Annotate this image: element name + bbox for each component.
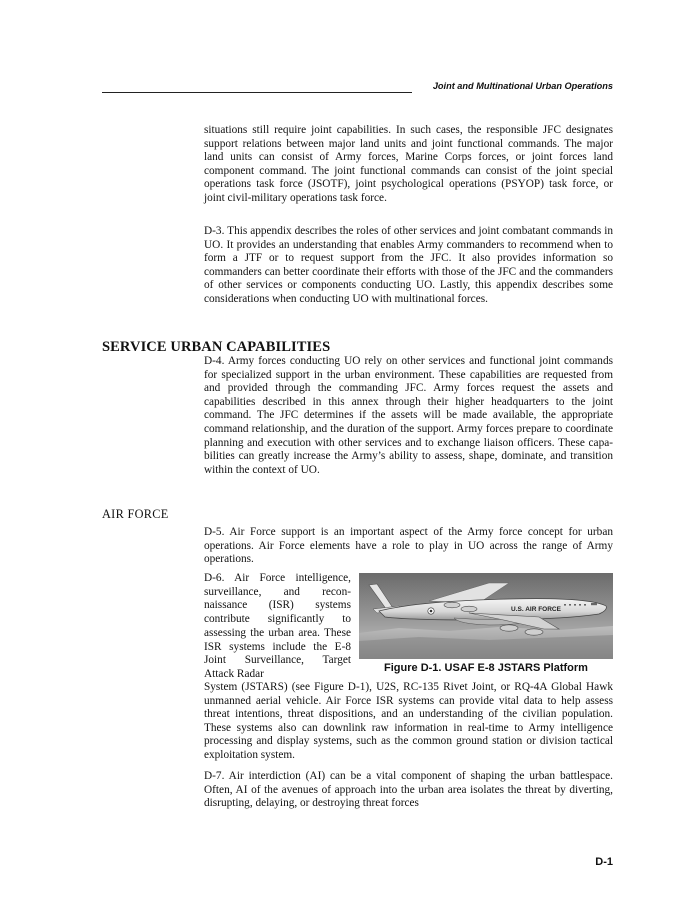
- paragraph-d4: D-4. Army forces conducting UO rely on other services and functional joint commands for specialized support in the urban environment. These capabilities are requested from and provided through the commanding JFC. Army forces request the assets and capabilities described in this annex through their higher headquarters to the joint command. The JFC determines if the assets will be made available, the appropriate command relationship, and the duration of the support. Army forces prepare to coordinate planning and execution with other services and to exchange liaison officers. These capabilities can greatly increase the Army’s ability to assess, shape, dominate, and transition within the context of UO.: [204, 355, 613, 476]
- running-header-title: Joint and Multinational Urban Operations: [432, 81, 613, 91]
- figure-jstars-photo: [359, 573, 613, 659]
- paragraph-d6-wrapped: D-6. Air Force intelligence, surveillance, and reconnaissance (ISR) systems contribute significantly to assessing the urban area. These ISR systems include the E-8 Joint Surveillance, Target Attack Radar: [204, 572, 351, 680]
- header-rule: [102, 92, 412, 93]
- paragraph-intro: situations still require joint capabilities. In such cases, the responsible JFC designates support relations between major land units and joint functional commands. The major land units can consist of Army forces, Marine Corps forces, or joint forces land component command. The joint functional commands can consist of the joint special operations task force (JSOTF), joint psychological operations (PSYOP) task force, or joint civil-military operations task force.: [204, 124, 613, 204]
- paragraph-d6-continued: System (JSTARS) (see Figure D-1), U2S, RC-135 Rivet Joint, or RQ-4A Global Hawk unmanned aerial vehicle. Air Force ISR systems can provide vital data to help assess threat intentions, threat dispositions, and an understanding of the civilian population. These systems also can downlink raw information in real-time to Army intelligence processing and display systems, such as the common ground station or division tactical exploitation system.: [204, 681, 613, 761]
- subsection-heading: AIR FORCE: [102, 507, 169, 521]
- paragraph-d5: D-5. Air Force support is an important aspect of the Army force concept for urban operations. Air Force elements have a role to play in UO across the range of Army operations.: [204, 526, 613, 566]
- paragraph-d3: D-3. This appendix describes the roles of other services and joint combatant commands in UO. It provides an understanding that enables Army commanders to recommend when to form a JTF or to request support from the JFC. It also provides information so commanders can better coordinate their efforts with those of the JFC and the commanders of other services or components conducting UO. Lastly, this appendix describes some considerations when conducting UO with multinational forces.: [204, 225, 613, 305]
- figure-caption: Figure D-1. USAF E-8 JSTARS Platform: [384, 662, 588, 674]
- fuselage-lettering: U.S. AIR FORCE: [511, 606, 561, 613]
- section-heading: SERVICE URBAN CAPABILITIES: [102, 339, 331, 355]
- aircraft-photo-image: [359, 573, 613, 659]
- page-number: D-1: [595, 856, 613, 868]
- paragraph-d7: D-7. Air interdiction (AI) can be a vital component of shaping the urban battlespace. Often, AI of the avenues of approach into the urban area isolates the threat by diverting, disrupting, delaying, or destroying threat forces: [204, 770, 613, 810]
